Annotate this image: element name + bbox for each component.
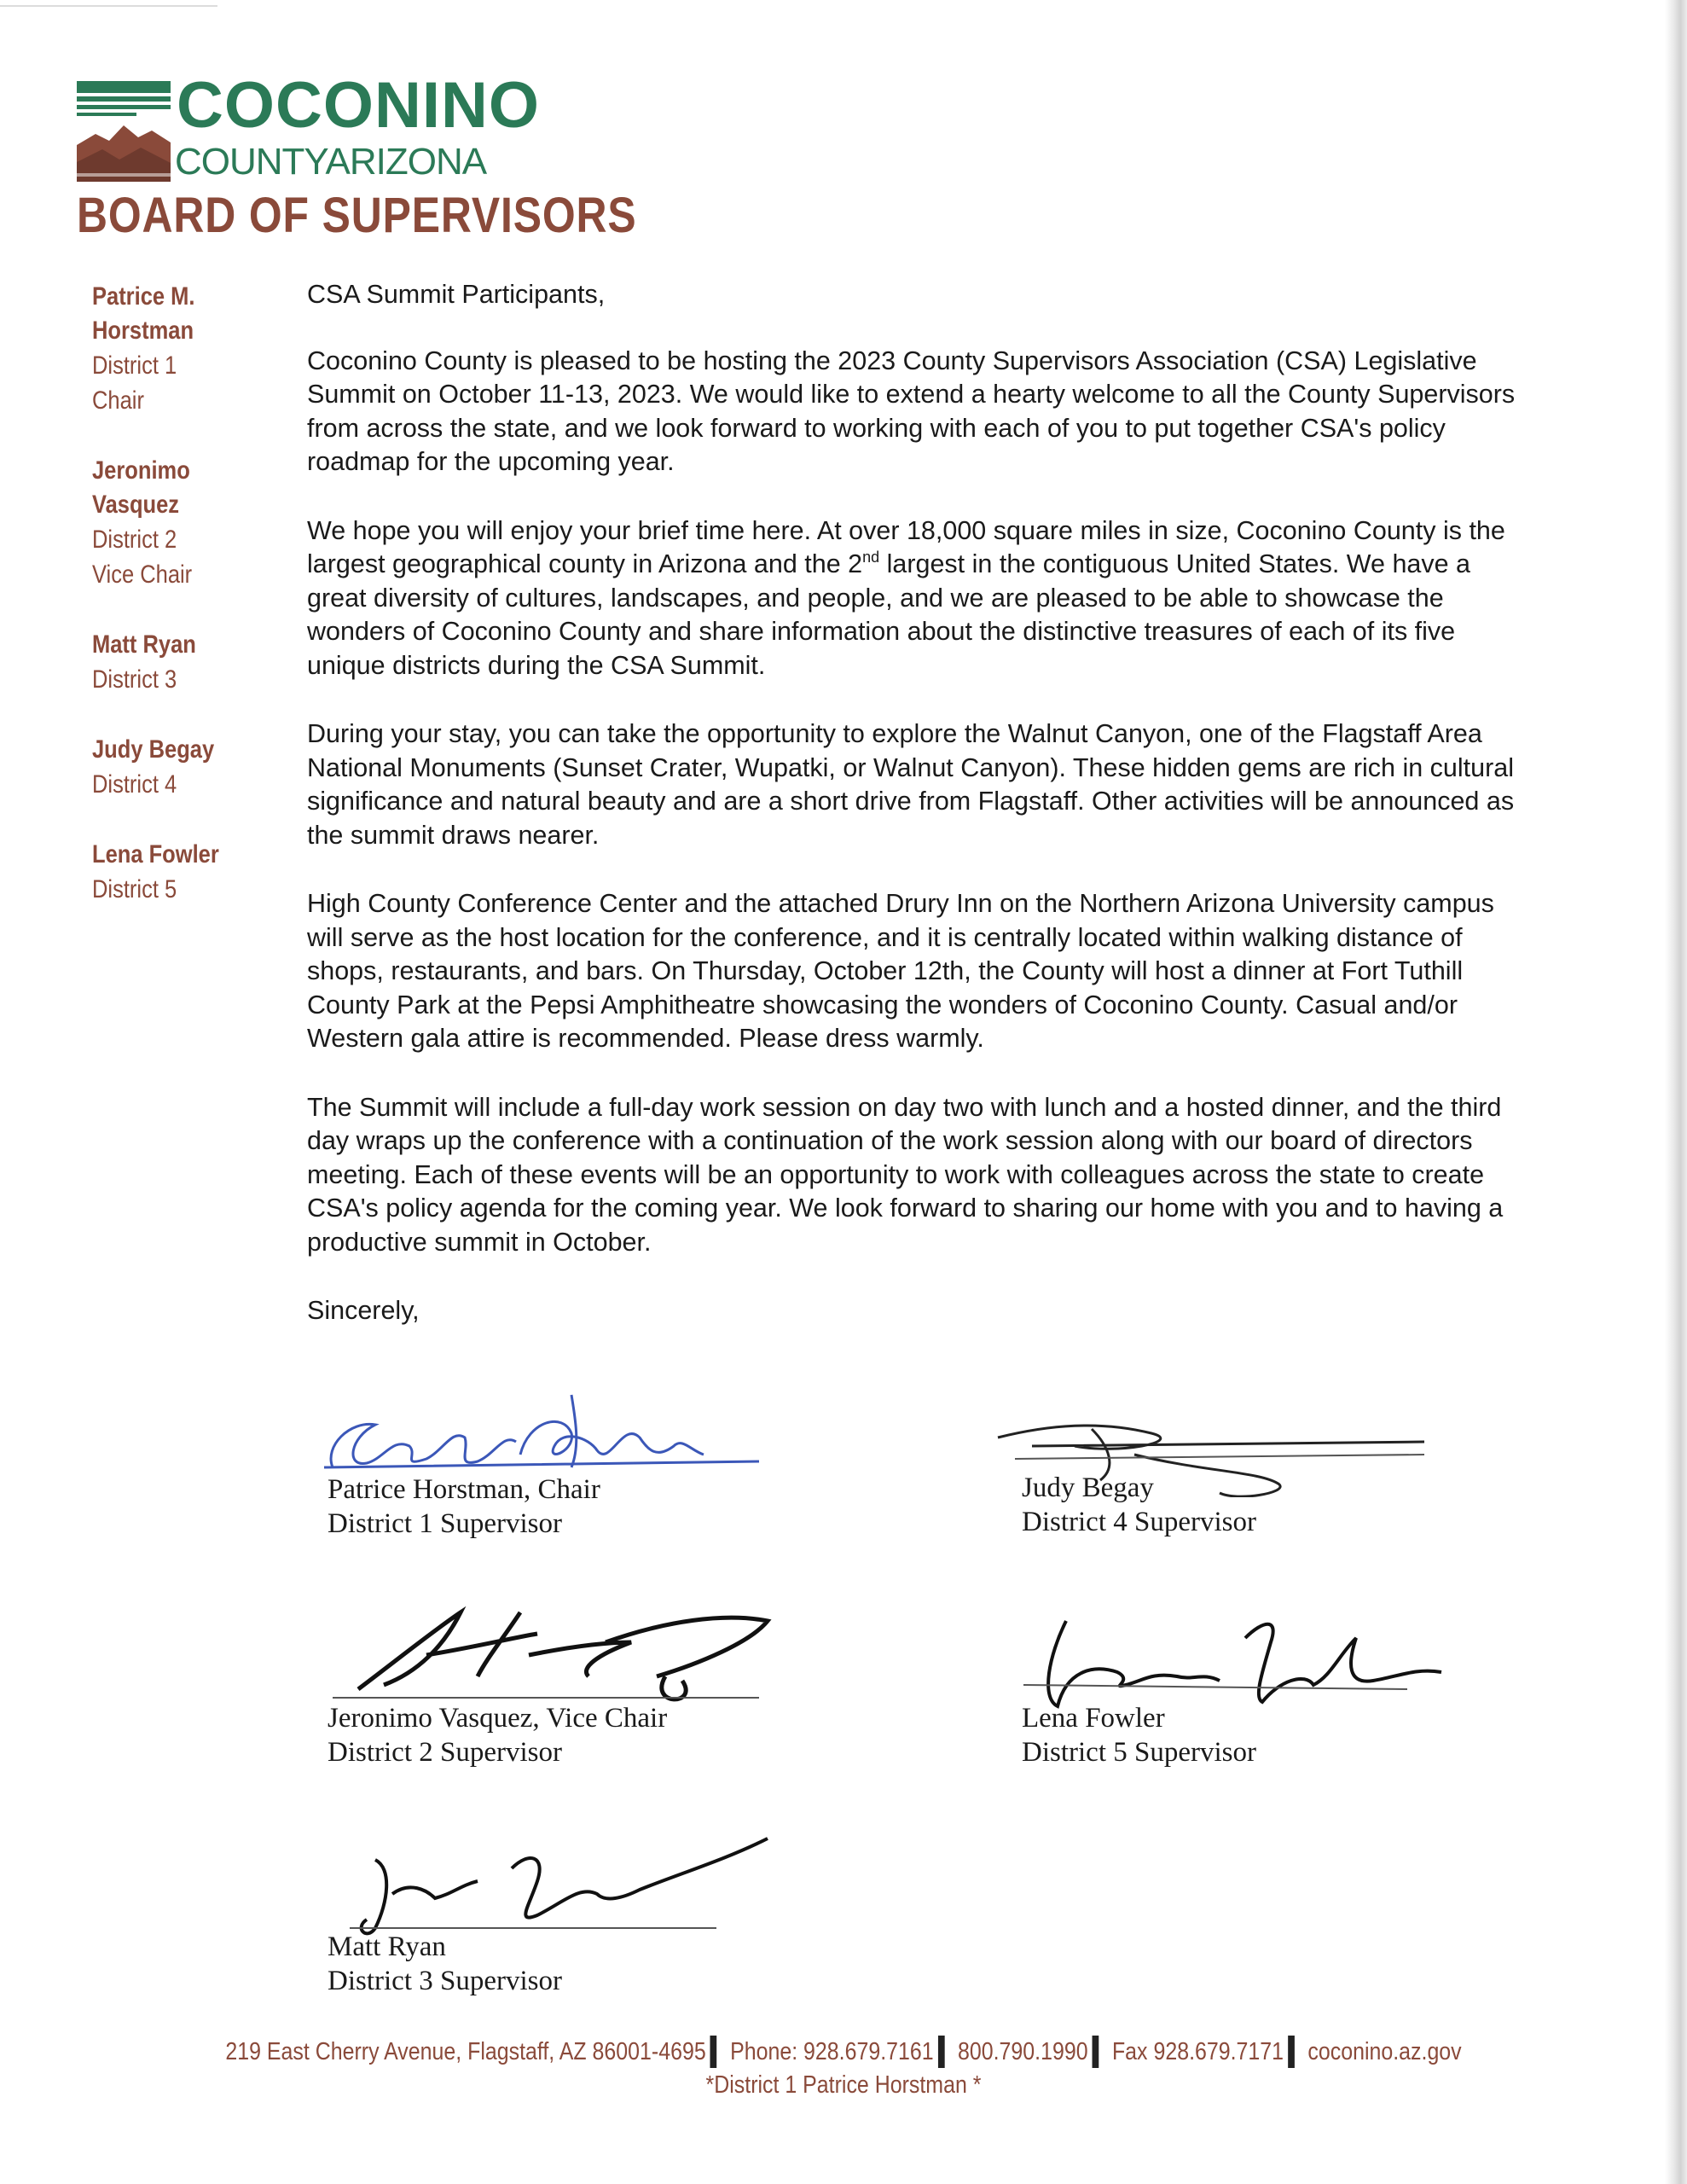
signature-ryan <box>341 1834 785 1945</box>
closing: Sincerely, <box>307 1296 420 1325</box>
signer-title: District 2 Supervisor <box>328 1737 562 1768</box>
website-link[interactable]: coconino.az.gov <box>1307 2037 1462 2065</box>
county-name: COCONINO <box>177 69 540 142</box>
signer-name: Jeronimo Vasquez, Vice Chair <box>328 1703 668 1734</box>
paragraph-text: We hope you will enjoy your brief time here. At over 18,000 square miles in size, Coconino County is the largest geographical county in Arizona and the 2 <box>307 515 1505 578</box>
signer-name: Judy Begay <box>1022 1472 1154 1503</box>
member-role: Chair <box>92 386 144 415</box>
member-district-5 <box>92 838 263 907</box>
member-name: Judy Begay <box>92 735 215 764</box>
supervisor-list <box>92 280 263 943</box>
signer-title: District 4 Supervisor <box>1022 1507 1256 1537</box>
member-district-2 <box>92 454 263 592</box>
paragraph-text: largest in the contiguous United States. We have a great diversity of cultures, landscapes, and people, and we are pleased to be able to showcase the wonders of Coconino County and share information about the distinctive treasures of each of its five unique districts during the CSA Summit. <box>307 549 1471 680</box>
member-district: District 5 <box>92 875 177 903</box>
member-name: Jeronimo Vasquez <box>92 456 190 519</box>
member-district-3 <box>92 628 263 697</box>
signature-block-vasquez <box>328 1701 667 1769</box>
signature-block-begay <box>1022 1471 1256 1539</box>
paragraph-county-info <box>307 514 1518 683</box>
board-title: BOARD OF SUPERVISORS <box>77 188 637 243</box>
member-district: District 1 <box>92 351 177 380</box>
signer-name: Patrice Horstman, Chair <box>328 1474 600 1505</box>
member-name: Lena Fowler <box>92 840 219 868</box>
signer-title: District 1 Supervisor <box>328 1508 562 1539</box>
paragraph-schedule: The Summit will include a full-day work session on day two with lunch and a hosted dinner, and the third day wraps up the conference with a continuation of the work session along with our board of directors meeting. Each of these events will be an opportunity to work with colleagues across the state to create CSA's policy agenda for the coming year. We look forward to sharing our home with you and to having a productive summit in October. <box>307 1092 1504 1257</box>
signature-block-ryan <box>328 1930 562 1998</box>
member-name: Matt Ryan <box>92 630 196 659</box>
divider-bar <box>710 2036 717 2068</box>
county-subtitle: COUNTYARIZONA <box>175 141 487 183</box>
paragraph-activities: During your stay, you can take the opportunity to explore the Walnut Canyon, one of the Flagstaff Area National Monuments (Sunset Crater, Wupatki, or Walnut Canyon). These hidden gems are rich in cultural significance and natural beauty and are a short drive from Flagstaff. Other activities will be announced as the summit draws nearer. <box>307 719 1515 850</box>
member-district: District 2 <box>92 526 177 554</box>
divider-bar <box>1288 2036 1295 2068</box>
divider-bar <box>938 2036 945 2068</box>
phone: Phone: 928.679.7161 <box>730 2037 934 2065</box>
mountain-landscape-icon <box>77 81 171 182</box>
member-district-1 <box>92 280 263 418</box>
toll-free-phone: 800.790.1990 <box>957 2037 1088 2065</box>
letterhead-footer <box>0 2036 1687 2100</box>
letter-body <box>307 278 1518 1363</box>
signer-name: Matt Ryan <box>328 1931 446 1962</box>
signature-block-fowler <box>1022 1701 1256 1769</box>
signer-title: District 3 Supervisor <box>328 1966 562 1996</box>
member-district: District 4 <box>92 770 177 799</box>
scan-edge-shadow <box>1665 0 1687 2184</box>
footer-note: *District 1 Patrice Horstman * <box>705 2071 982 2099</box>
signer-title: District 5 Supervisor <box>1022 1737 1256 1768</box>
fax: Fax 928.679.7171 <box>1111 2037 1284 2065</box>
member-name: Patrice M. Horstman <box>92 282 195 345</box>
divider-bar <box>1093 2036 1099 2068</box>
salutation: CSA Summit Participants, <box>307 280 606 309</box>
scan-top-mark <box>0 5 217 7</box>
paragraph-welcome: Coconino County is pleased to be hosting the 2023 County Supervisors Association (CSA) Legislative Summit on October 11-13, 2023. We would like to extend a hearty welcome to all the County Supervisors from across the state, and we look forward to working with each of you to put together CSA's policy roadmap for the upcoming year. <box>307 346 1516 476</box>
address: 219 East Cherry Avenue, Flagstaff, AZ 86001-4695 <box>225 2037 706 2065</box>
member-district-4 <box>92 733 263 802</box>
paragraph-venue: High County Conference Center and the attached Drury Inn on the Northern Arizona University campus will serve as the host location for the conference, and it is centrally located within walking distance of shops, restaurants, and bars. On Thursday, October 12th, the County will host a dinner at Fort Tuthill County Park at the Pepsi Amphitheatre showcasing the wonders of Coconino County. Casual and/or Western gala attire is recommended. Please dress warmly. <box>307 889 1494 1053</box>
contact-row <box>118 2036 1568 2068</box>
member-district: District 3 <box>92 665 177 694</box>
member-role: Vice Chair <box>92 561 193 589</box>
ordinal-suffix: nd <box>862 549 880 566</box>
signer-name: Lena Fowler <box>1022 1703 1165 1734</box>
signature-block-horstman <box>328 1472 600 1541</box>
